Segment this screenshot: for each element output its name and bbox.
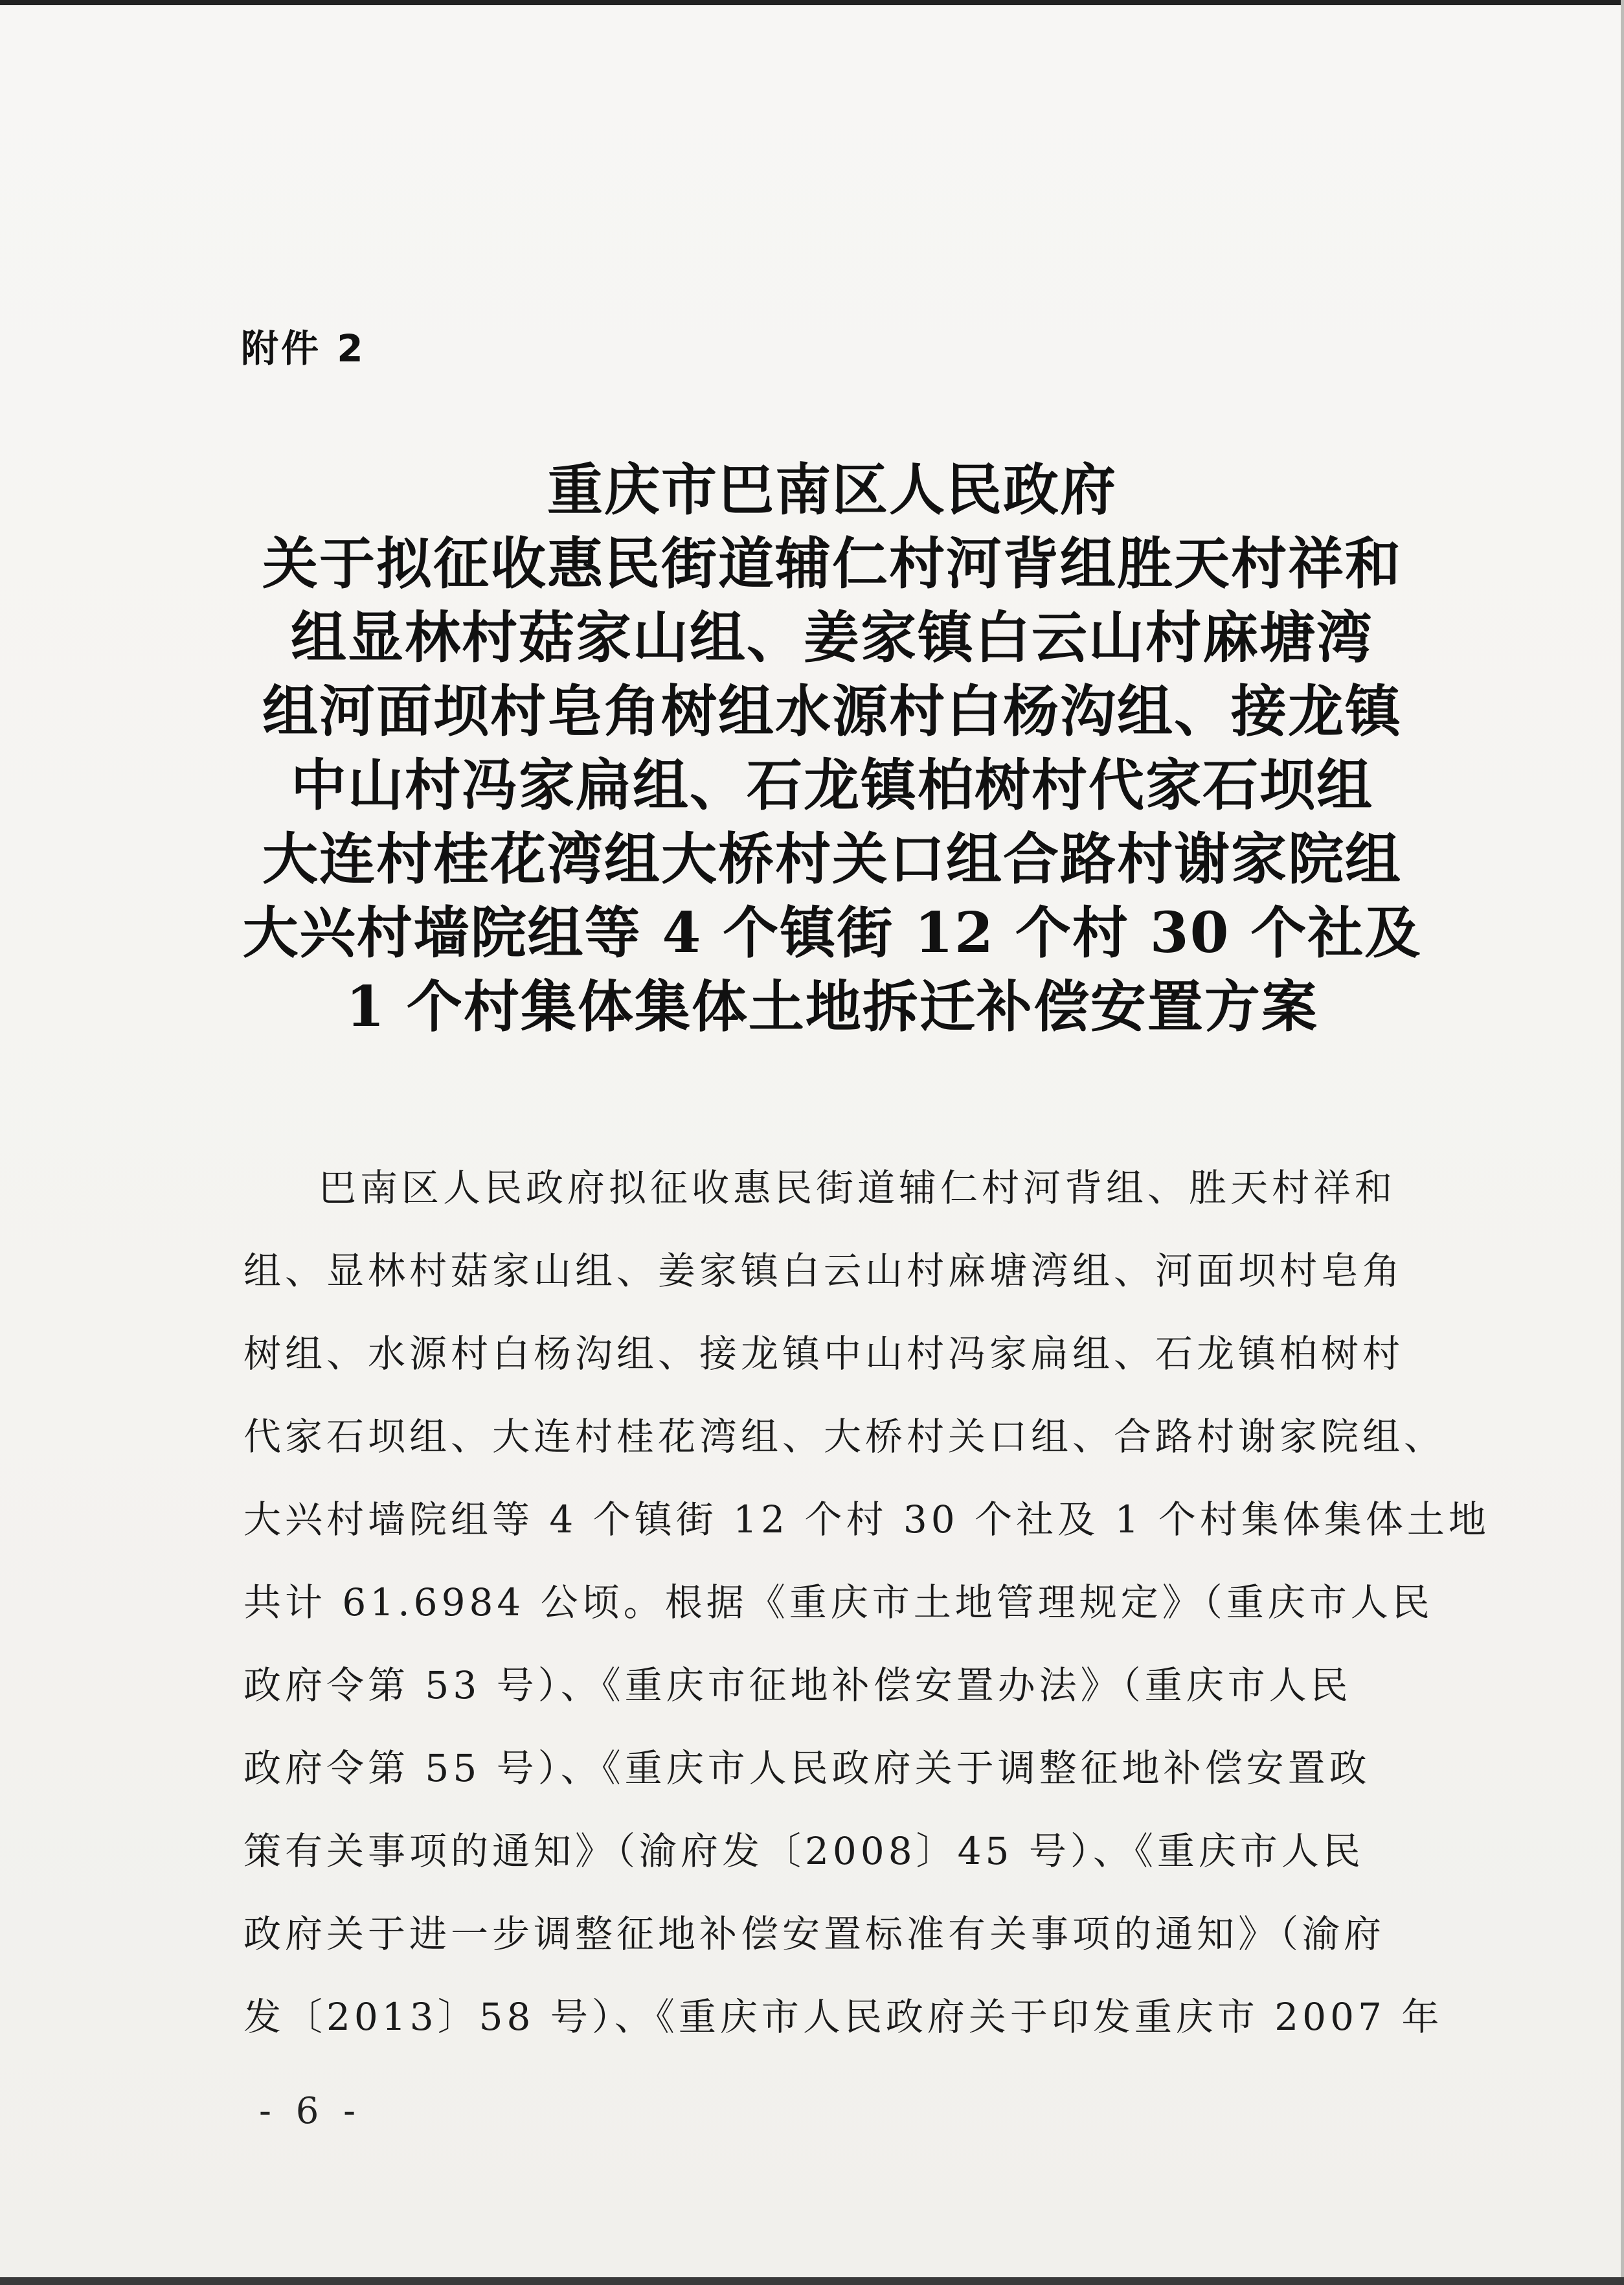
attachment-label: 附件 2 (241, 326, 366, 370)
title-line: 中山村冯家扁组、石龙镇柏树村代家石坝组 (291, 753, 1373, 818)
title-line: 大兴村墙院组等 4 个镇街 12 个村 30 个社及 (242, 900, 1422, 966)
body-line: 政府关于进一步调整征地补偿安置标准有关事项的通知》（渝府 (243, 1912, 1386, 1956)
scan-edge-top (0, 0, 1624, 5)
title-line: 1 个村集体集体土地拆迁补偿安置方案 (346, 974, 1318, 1040)
body-line: 树组、水源村白杨沟组、接龙镇中山村冯家扁组、石龙镇柏树村 (243, 1332, 1404, 1376)
body-line: 政府令第 53 号）、《重庆市征地补偿安置办法》（重庆市人民 (243, 1663, 1352, 1707)
document-title (220, 453, 1444, 1044)
title-line: 关于拟征收惠民街道辅仁村河背组胜天村祥和 (262, 531, 1402, 597)
body-line: 代家石坝组、大连村桂花湾组、大桥村关口组、合路村谢家院组、 (243, 1415, 1446, 1459)
body-line: 组、显林村菇家山组、姜家镇白云山村麻塘湾组、河面坝村皂角 (243, 1249, 1404, 1293)
body-line: 巴南区人民政府拟征收惠民街道辅仁村河背组、胜天村祥和 (319, 1166, 1397, 1210)
title-line: 组河面坝村皂角树组水源村白杨沟组、接龙镇 (262, 679, 1402, 744)
page-number: - 6 - (259, 2090, 363, 2132)
body-line: 大兴村墙院组等 4 个镇街 12 个村 30 个社及 1 个村集体集体土地 (243, 1497, 1490, 1541)
body-line: 策有关事项的通知》（渝府发〔2008〕45 号）、《重庆市人民 (243, 1829, 1364, 1873)
body-line: 发〔2013〕58 号）、《重庆市人民政府关于印发重庆市 2007 年 (243, 1995, 1443, 2039)
title-line: 重庆市巴南区人民政府 (547, 457, 1117, 523)
body-line: 政府令第 55 号）、《重庆市人民政府关于调整征地补偿安置政 (243, 1746, 1371, 1790)
body-line: 共计 61.6984 公顷。根据《重庆市土地管理规定》（重庆市人民 (243, 1580, 1434, 1624)
scan-edge-right (1621, 0, 1624, 2285)
scan-edge-bottom (0, 2277, 1624, 2285)
body-paragraph (243, 1146, 1490, 2058)
title-line: 组显林村菇家山组、姜家镇白云山村麻塘湾 (291, 605, 1373, 670)
title-line: 大连村桂花湾组大桥村关口组合路村谢家院组 (262, 826, 1402, 892)
